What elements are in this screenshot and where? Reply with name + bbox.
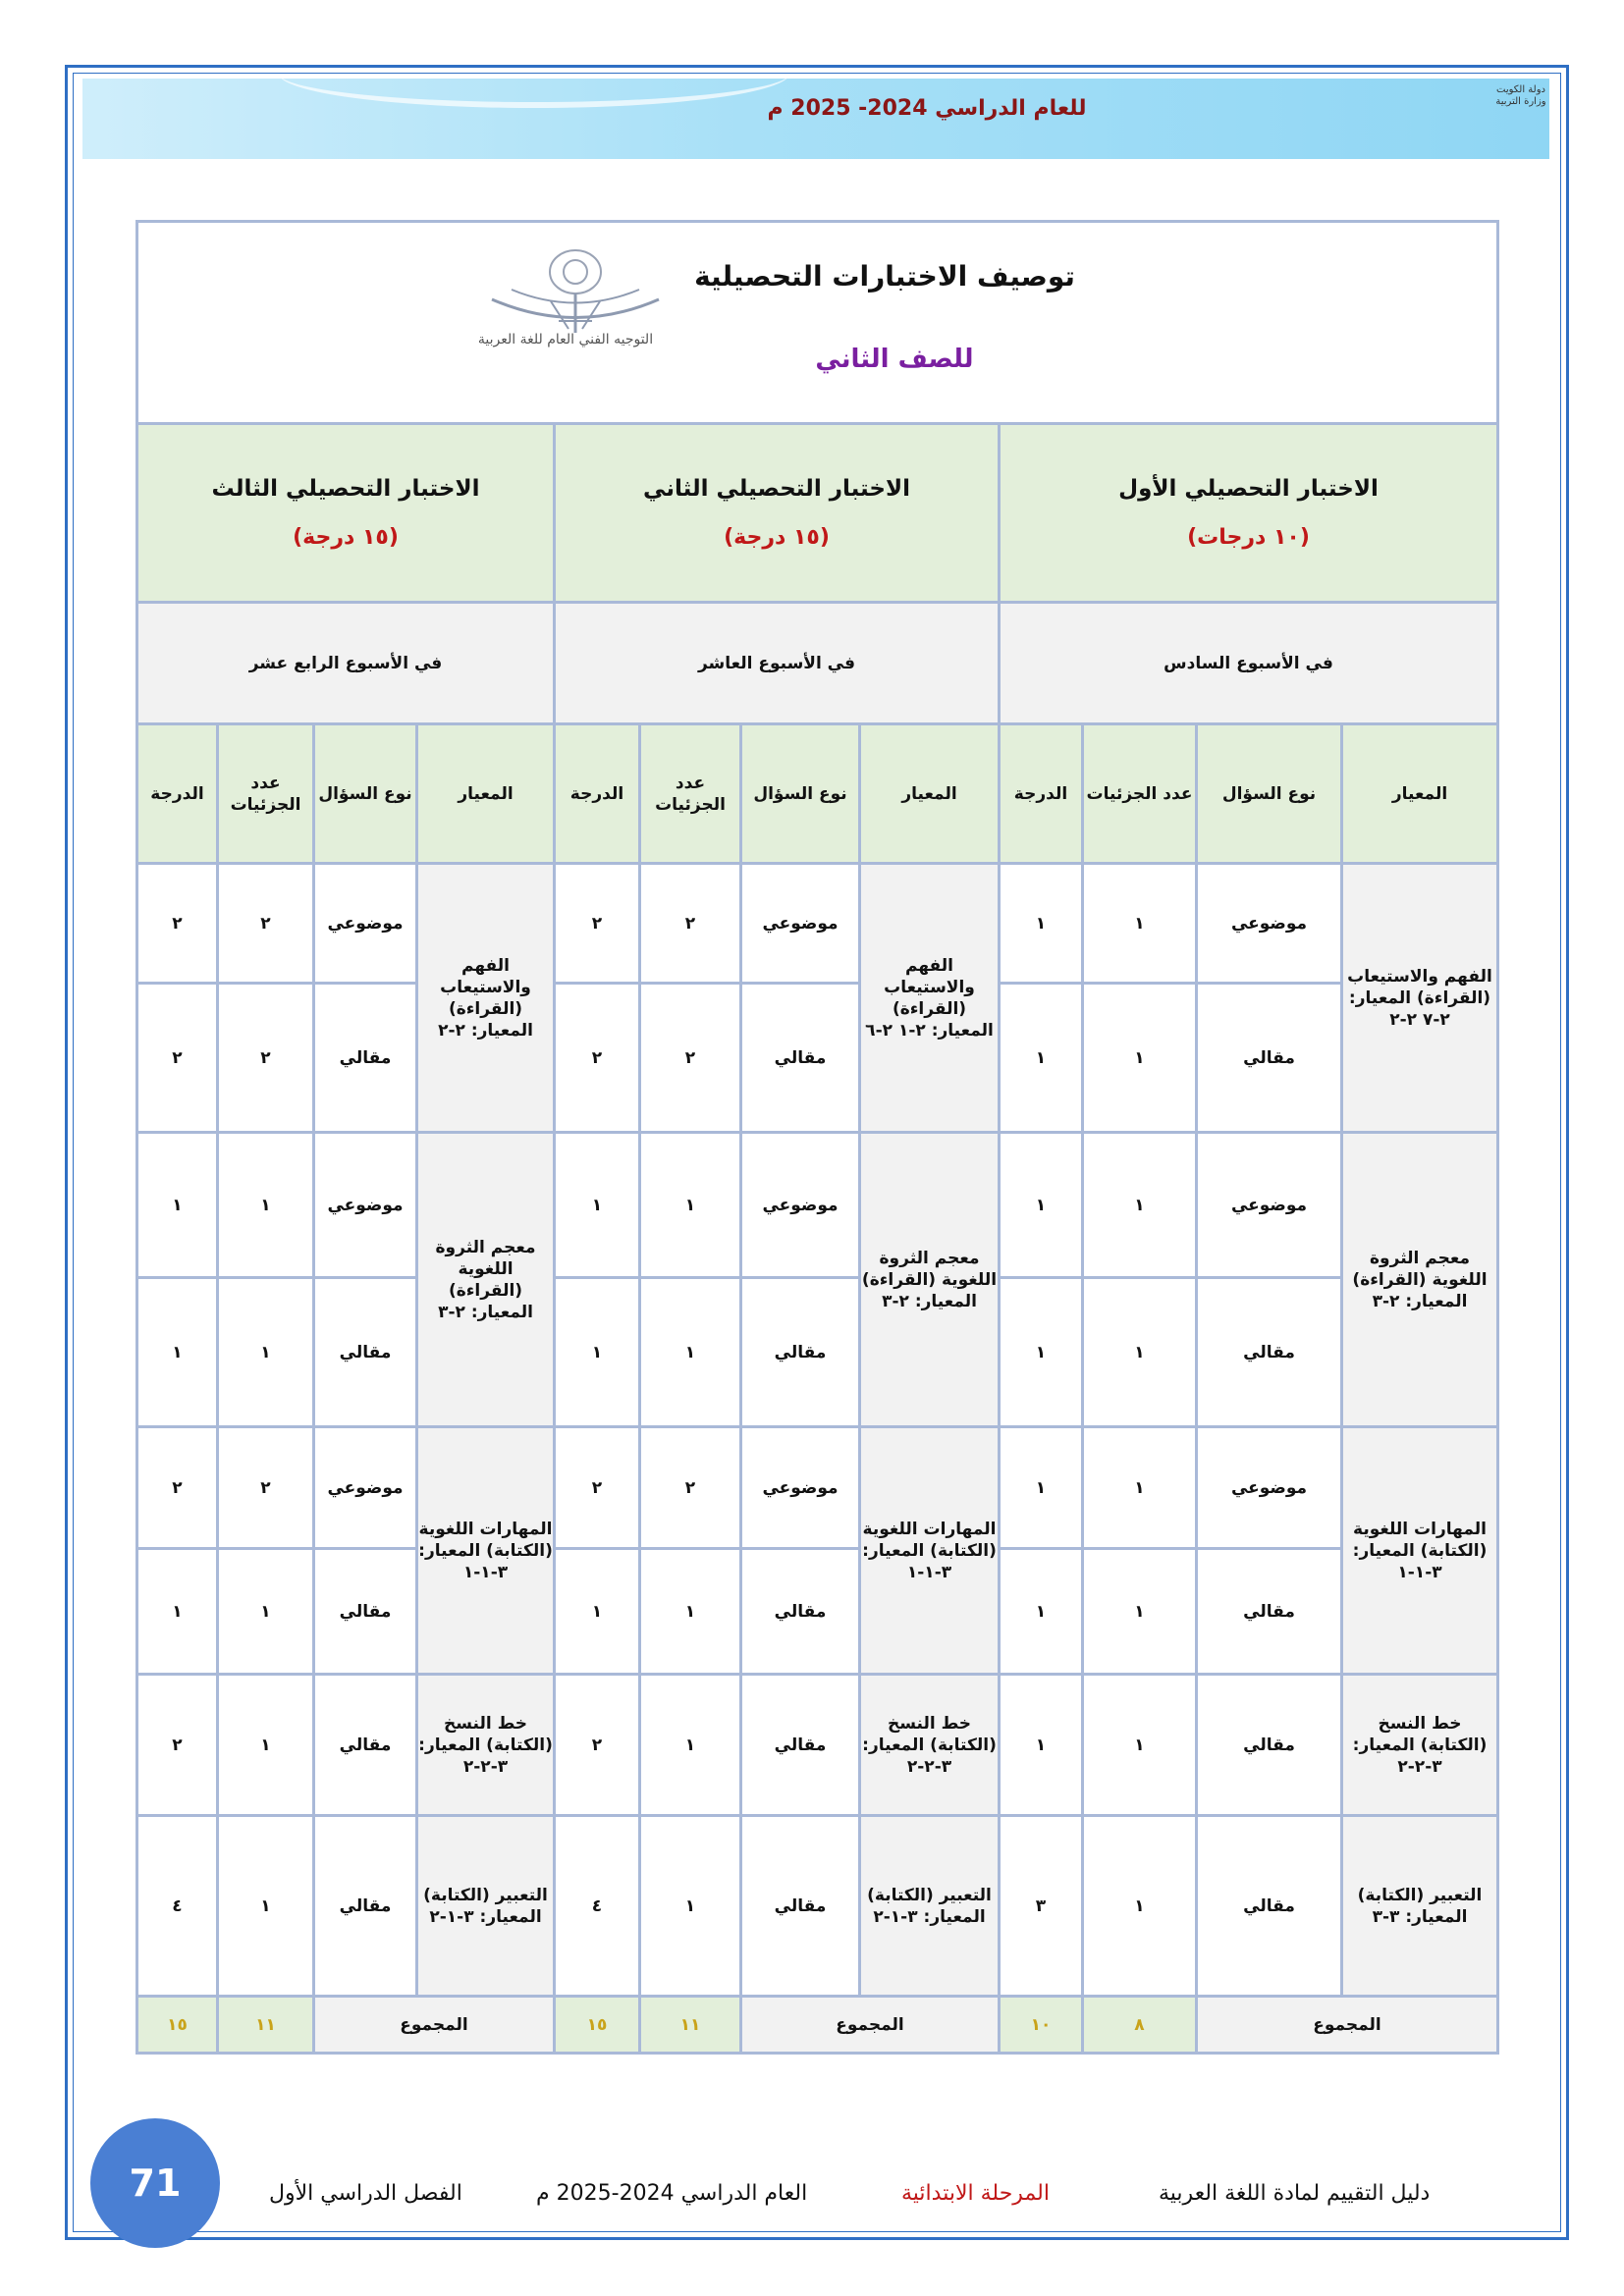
question-type-cell: مقالي	[741, 1675, 860, 1816]
parts-cell: ٢	[218, 864, 314, 984]
parts-cell: ١	[218, 1816, 314, 1997]
emblem-caption: التوجيه الفني العام للغة العربية	[477, 332, 654, 347]
question-type-cell: موضوعي	[1197, 864, 1342, 984]
banner-year: للعام الدراسي 2024- 2025 م	[767, 96, 1087, 121]
question-type-cell: موضوعي	[741, 1133, 860, 1278]
grade-cell: ٤	[137, 1816, 218, 1997]
column-header-parts: عدد الجزئيات	[218, 724, 314, 864]
parts-cell: ١	[1083, 1427, 1197, 1549]
column-header-criterion: المعيار	[1342, 724, 1498, 864]
grade-cell: ١	[1000, 864, 1083, 984]
title-cell	[137, 222, 1498, 424]
parts-cell: ١	[1083, 1278, 1197, 1427]
grade-cell: ١	[1000, 1278, 1083, 1427]
grade-cell: ١	[555, 1549, 640, 1675]
grade-title: للصف الثاني	[815, 345, 974, 374]
parts-cell: ١	[1083, 1549, 1197, 1675]
test-3-header	[137, 424, 555, 603]
parts-cell: ١	[1083, 1133, 1197, 1278]
column-header-parts: عدد الجزئيات	[1083, 724, 1197, 864]
parts-cell: ١	[640, 1816, 741, 1997]
banner-decoration	[279, 79, 789, 108]
test-2-score: (١٥ درجة)	[724, 524, 830, 550]
test-3-name: الاختبار التحصيلي الثالث	[211, 475, 480, 502]
parts-cell: ٢	[218, 984, 314, 1133]
grade-cell: ١	[1000, 1549, 1083, 1675]
grade-cell: ١	[555, 1133, 640, 1278]
test-2-header	[555, 424, 1000, 603]
grade-cell: ٢	[555, 864, 640, 984]
test-3-week: في الأسبوع الرابع عشر	[137, 603, 555, 724]
question-type-cell: موضوعي	[741, 1427, 860, 1549]
criterion-cell: التعبير (الكتابة) المعيار: ٣-١-٢	[417, 1816, 555, 1997]
criterion-cell: الفهم والاستيعاب (القراءة) المعيار: ٢-٧ ٢-٢	[1342, 864, 1498, 1133]
column-header-question-type: نوع السؤال	[741, 724, 860, 864]
criterion-cell: معجم الثروة اللغوية (القراءة) المعيار: ٢-٣	[417, 1133, 555, 1427]
column-header-criterion: المعيار	[860, 724, 1000, 864]
question-type-cell: موضوعي	[1197, 1427, 1342, 1549]
grade-cell: ١	[1000, 1427, 1083, 1549]
total-label: المجموع	[1197, 1997, 1498, 2054]
grade-cell: ١	[1000, 984, 1083, 1133]
grade-cell: ٢	[137, 984, 218, 1133]
ministry-line: وزارة التربية	[1495, 96, 1546, 107]
criterion-cell: معجم الثروة اللغوية (القراءة) المعيار: ٢-٣	[860, 1133, 1000, 1427]
total-label: المجموع	[314, 1997, 555, 2054]
criterion-cell: التعبير (الكتابة) المعيار: ٣-١-٢	[860, 1816, 1000, 1997]
question-type-cell: مقالي	[1197, 1278, 1342, 1427]
footer-year: العام الدراسي 2024-2025 م	[536, 2181, 808, 2206]
total-parts: ١١	[640, 1997, 741, 2054]
grade-cell: ١	[1000, 1675, 1083, 1816]
test-2-name: الاختبار التحصيلي الثاني	[643, 475, 910, 502]
question-type-cell: مقالي	[741, 1816, 860, 1997]
criterion-cell: معجم الثروة اللغوية (القراءة) المعيار: ٢-٣	[1342, 1133, 1498, 1427]
question-type-cell: مقالي	[741, 1549, 860, 1675]
question-type-cell: موضوعي	[741, 864, 860, 984]
question-type-cell: مقالي	[314, 1816, 417, 1997]
grade-cell: ١	[555, 1278, 640, 1427]
criterion-cell: خط النسخ (الكتابة) المعيار: ٣-٢-٢	[1342, 1675, 1498, 1816]
question-type-cell: مقالي	[314, 984, 417, 1133]
parts-cell: ٢	[640, 864, 741, 984]
department-emblem-icon	[453, 242, 728, 390]
test-1-score: (١٠ درجات)	[1187, 524, 1310, 550]
parts-cell: ١	[218, 1675, 314, 1816]
grade-cell: ٢	[137, 1675, 218, 1816]
parts-cell: ١	[640, 1133, 741, 1278]
column-header-grade: الدرجة	[1000, 724, 1083, 864]
question-type-cell: موضوعي	[314, 1427, 417, 1549]
test-2-week: في الأسبوع العاشر	[555, 603, 1000, 724]
question-type-cell: مقالي	[1197, 1675, 1342, 1816]
question-type-cell: موضوعي	[314, 1133, 417, 1278]
total-parts: ١١	[218, 1997, 314, 2054]
top-banner	[82, 79, 1549, 159]
total-grade: ١٥	[137, 1997, 218, 2054]
question-type-cell: مقالي	[314, 1278, 417, 1427]
ministry-line: دولة الكويت	[1496, 84, 1545, 95]
parts-cell: ١	[640, 1549, 741, 1675]
criterion-cell: الفهم والاستيعاب (القراءة) المعيار: ٢-١ ٢-٦	[860, 864, 1000, 1133]
grade-cell: ٢	[555, 1427, 640, 1549]
criterion-cell: المهارات اللغوية (الكتابة) المعيار: ٣-١-١	[860, 1427, 1000, 1675]
criterion-cell: المهارات اللغوية (الكتابة) المعيار: ٣-١-١	[417, 1427, 555, 1675]
parts-cell: ١	[218, 1549, 314, 1675]
question-type-cell: موضوعي	[314, 864, 417, 984]
grade-cell: ٤	[555, 1816, 640, 1997]
total-grade: ١٠	[1000, 1997, 1083, 2054]
tests-specification-table	[135, 220, 1499, 2055]
grade-cell: ١	[137, 1278, 218, 1427]
question-type-cell: مقالي	[314, 1549, 417, 1675]
parts-cell: ١	[1083, 864, 1197, 984]
parts-cell: ٢	[640, 984, 741, 1133]
total-label: المجموع	[741, 1997, 1000, 2054]
parts-cell: ١	[1083, 1675, 1197, 1816]
column-header-parts: عدد الجزئيات	[640, 724, 741, 864]
grade-cell: ١	[137, 1133, 218, 1278]
footer-guide-title: دليل التقييم لمادة اللغة العربية	[1159, 2181, 1431, 2206]
column-header-grade: الدرجة	[137, 724, 218, 864]
footer-stage: المرحلة الابتدائية	[901, 2181, 1050, 2206]
test-3-score: (١٥ درجة)	[293, 524, 399, 550]
parts-cell: ١	[640, 1675, 741, 1816]
parts-cell: ١	[218, 1133, 314, 1278]
parts-cell: ١	[1083, 984, 1197, 1133]
parts-cell: ٢	[640, 1427, 741, 1549]
question-type-cell: مقالي	[314, 1675, 417, 1816]
parts-cell: ١	[1083, 1816, 1197, 1997]
grade-cell: ٣	[1000, 1816, 1083, 1997]
parts-cell: ٢	[218, 1427, 314, 1549]
criterion-cell: المهارات اللغوية (الكتابة) المعيار: ٣-١-١	[1342, 1427, 1498, 1675]
test-1-header	[1000, 424, 1498, 603]
criterion-cell: الفهم والاستيعاب (القراءة) المعيار: ٢-٢	[417, 864, 555, 1133]
column-header-criterion: المعيار	[417, 724, 555, 864]
footer-semester: الفصل الدراسي الأول	[269, 2181, 462, 2206]
grade-cell: ٢	[555, 984, 640, 1133]
banner-ministry	[1477, 84, 1549, 108]
criterion-cell: خط النسخ (الكتابة) المعيار: ٣-٢-٢	[417, 1675, 555, 1816]
total-grade: ١٥	[555, 1997, 640, 2054]
grade-cell: ٢	[137, 864, 218, 984]
grade-cell: ٢	[555, 1675, 640, 1816]
parts-cell: ١	[218, 1278, 314, 1427]
question-type-cell: مقالي	[1197, 984, 1342, 1133]
parts-cell: ١	[640, 1278, 741, 1427]
criterion-cell: التعبير (الكتابة) المعيار: ٣-٣	[1342, 1816, 1498, 1997]
column-header-question-type: نوع السؤال	[1197, 724, 1342, 864]
grade-cell: ١	[1000, 1133, 1083, 1278]
question-type-cell: موضوعي	[1197, 1133, 1342, 1278]
column-header-grade: الدرجة	[555, 724, 640, 864]
question-type-cell: مقالي	[1197, 1549, 1342, 1675]
test-1-name: الاختبار التحصيلي الأول	[1118, 475, 1379, 502]
total-parts: ٨	[1083, 1997, 1197, 2054]
test-1-week: في الأسبوع السادس	[1000, 603, 1498, 724]
grade-cell: ١	[137, 1549, 218, 1675]
page-number-badge: 71	[90, 2118, 220, 2248]
grade-cell: ٢	[137, 1427, 218, 1549]
column-header-question-type: نوع السؤال	[314, 724, 417, 864]
question-type-cell: مقالي	[1197, 1816, 1342, 1997]
document-title: توصيف الاختبارات التحصيلية	[694, 260, 1075, 293]
question-type-cell: مقالي	[741, 984, 860, 1133]
question-type-cell: مقالي	[741, 1278, 860, 1427]
criterion-cell: خط النسخ (الكتابة) المعيار: ٣-٢-٢	[860, 1675, 1000, 1816]
